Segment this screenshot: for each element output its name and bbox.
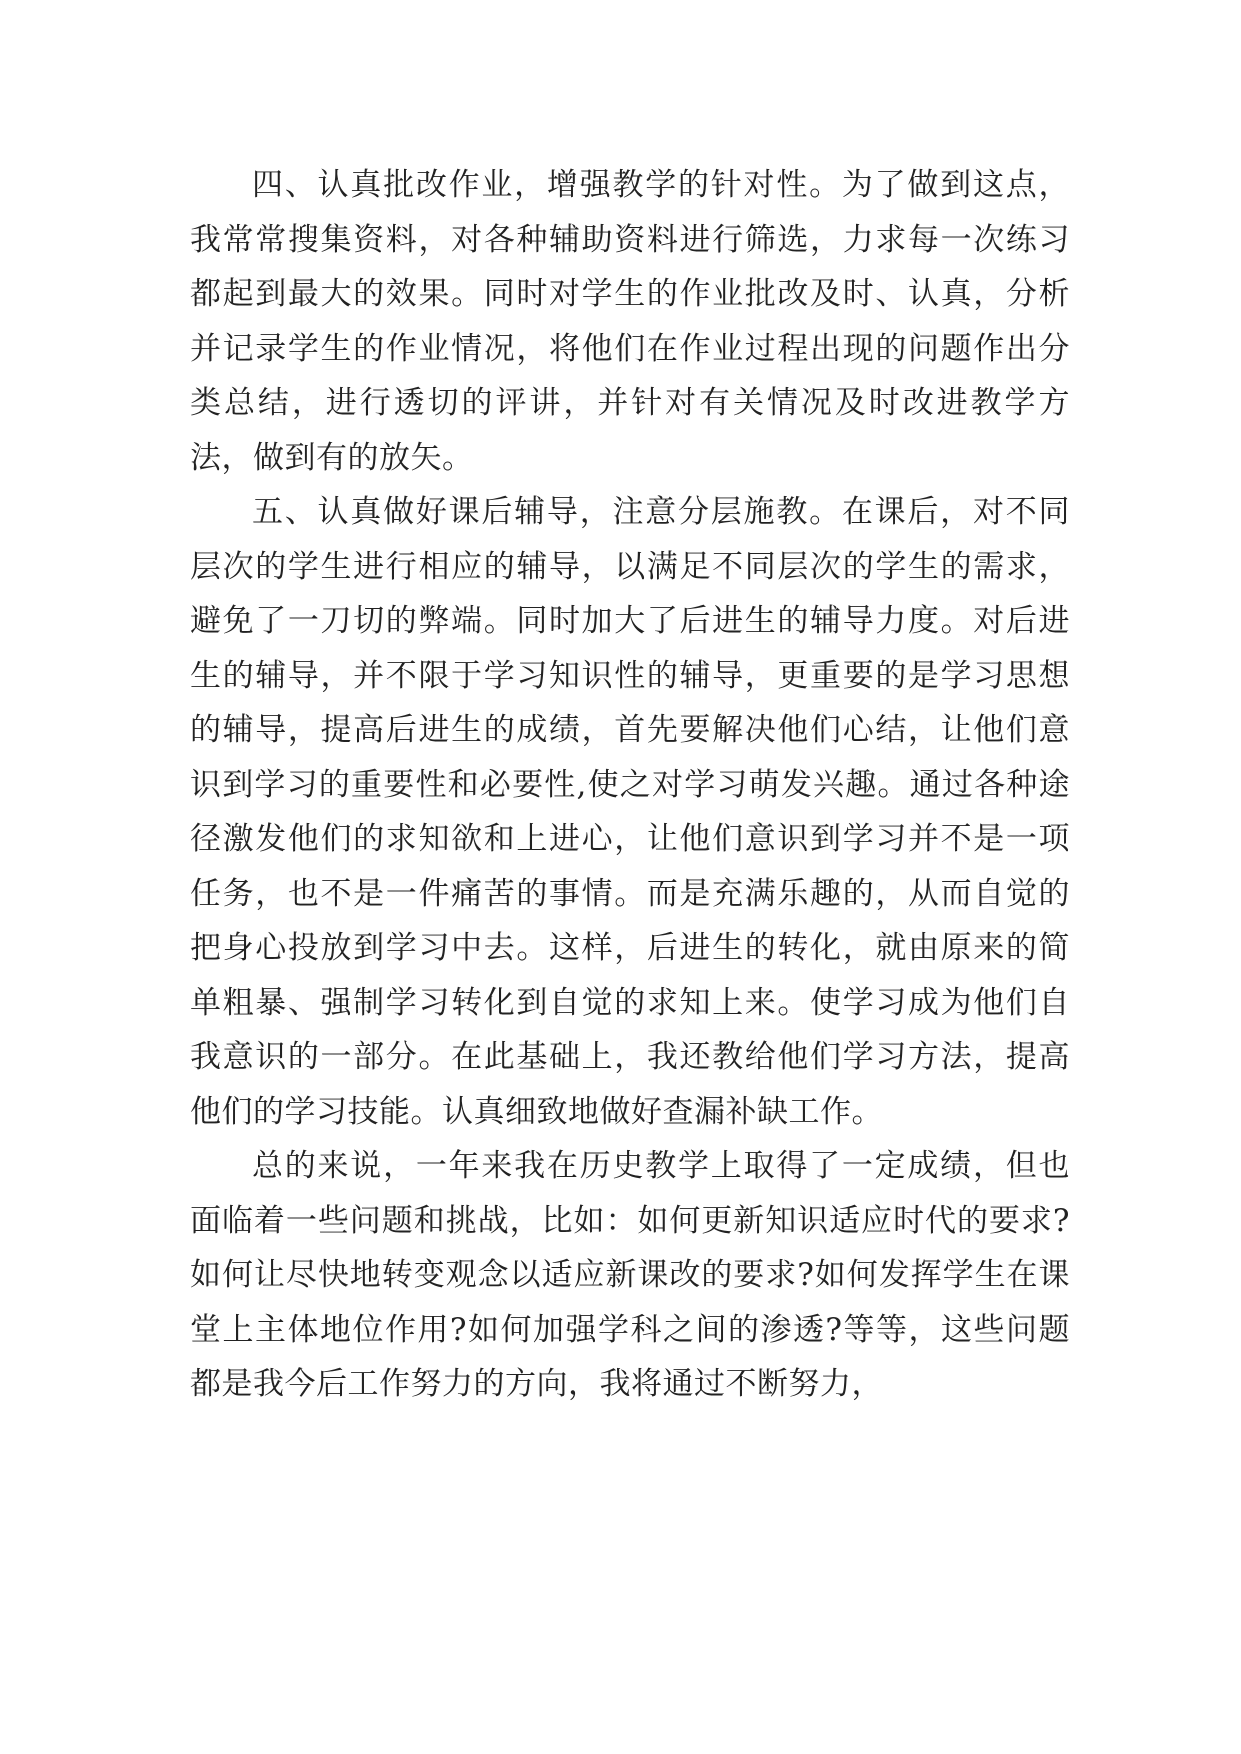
paragraph-homework-correction: 四、认真批改作业，增强教学的针对性。为了做到这点，我常常搜集资料，对各种辅助资料进行筛选，力求每一次练习都起到最大的效果。同时对学生的作业批改及时、认真，分析并记录学生的作业情况，将他们在作业过程出现的问题作出分类总结，进行透切的评讲，并针对有关情况及时改进教学方法，做到有的放矢。 (190, 167, 1070, 476)
paragraph-after-class-tutoring: 五、认真做好课后辅导，注意分层施教。在课后，对不同层次的学生进行相应的辅导，以满足不同层次的学生的需求，避免了一刀切的弊端。同时加大了后进生的辅导力度。对后进生的辅导，并不限于学习知识性的辅导，更重要的是学习思想的辅导，提高后进生的成绩，首先要解决他们心结，让他们意识到学习的重要性和必要性,使之对学习萌发兴趣。通过各种途径激发他们的求知欲和上进心，让他们意识到学习并不是一项任务，也不是一件痛苦的事情。而是充满乐趣的，从而自觉的把身心投放到学习中去。这样，后进生的转化，就由原来的简单粗暴、强制学习转化到自觉的求知上来。使学习成为他们自我意识的一部分。在此基础上，我还教给他们学习方法，提高他们的学习技能。认真细致地做好查漏补缺工作。 (190, 494, 1070, 1130)
document-body (190, 158, 1070, 1412)
paragraph-summary: 总的来说，一年来我在历史教学上取得了一定成绩，但也面临着一些问题和挑战，比如：如何更新知识适应时代的要求?如何让尽快地转变观念以适应新课改的要求?如何发挥学生在课堂上主体地位作用?如何加强学科之间的渗透?等等，这些问题都是我今后工作努力的方向，我将通过不断努力， (190, 1148, 1070, 1402)
